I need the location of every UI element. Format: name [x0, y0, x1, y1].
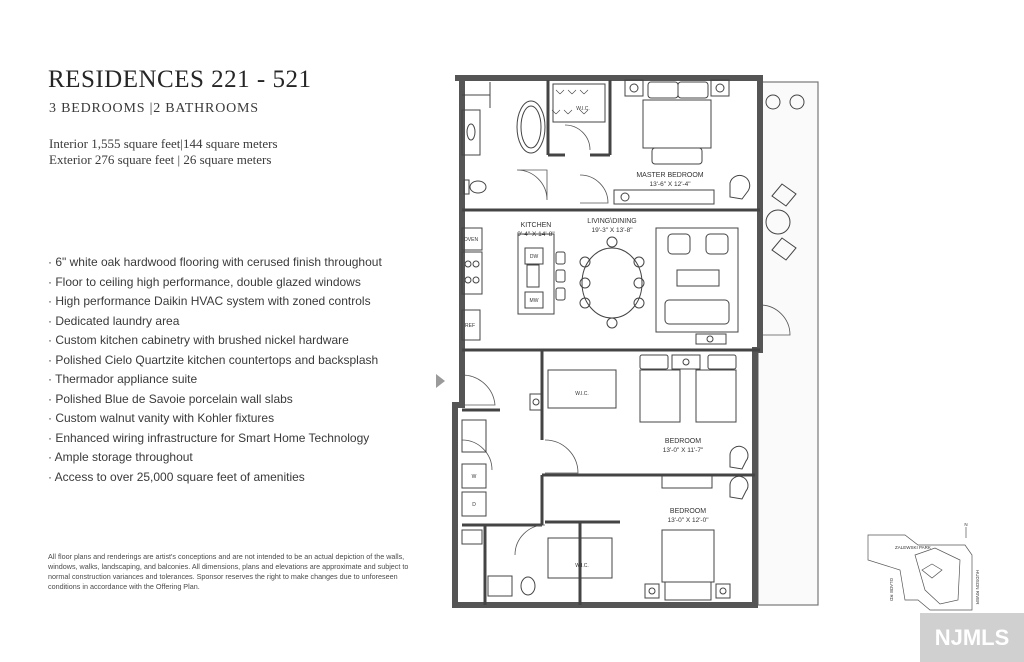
wic-label: W.I.C. — [575, 563, 589, 569]
feature-item: · Floor to ceiling high performance, double glazed windows — [48, 274, 361, 289]
oven-label: OVEN — [463, 237, 479, 243]
dryer-label: D — [472, 502, 476, 508]
feature-item: · Access to over 25,000 square feet of amenities — [48, 469, 305, 484]
north-label: N — [964, 522, 968, 527]
feature-item: · Custom kitchen cabinetry with brushed nickel hardware — [48, 333, 349, 347]
building-outline — [922, 564, 942, 578]
feature-item: · Dedicated laundry area — [48, 313, 180, 328]
wic-label: W.I.C. — [575, 391, 589, 397]
bed-bath-subtitle: 3 BEDROOMS |2 BATHROOMS — [49, 101, 259, 116]
feature-item: · Custom walnut vanity with Kohler fixtures — [48, 411, 275, 425]
floor-plan — [440, 66, 820, 611]
kitchen-dims: 9'-4" X 14'-8" — [517, 231, 555, 238]
master-bedroom-label: MASTER BEDROOM — [636, 172, 704, 179]
site-outline — [915, 548, 960, 604]
ref-label: REF — [465, 323, 475, 329]
master-bedroom-dims: 13'-6" X 12'-4" — [649, 181, 691, 188]
disclaimer-text: All floor plans and renderings are artist's conceptions and are not intended to be an actual depiction of the walls, windows, walks, landscaping, and balconies. All dimensions, plans and elevations are approximate and subject to normal construction variances and tolerances. Sponsor reserves the right to make changes due to unforeseen conditions in accordance with the Offering Plan. — [48, 552, 409, 591]
bedroom-label: BEDROOM — [669, 508, 707, 515]
washer-label: W — [471, 474, 477, 480]
street-label: GLADE RD — [889, 578, 894, 602]
park-label: ZALEWSKI PARK — [895, 545, 931, 550]
info-panel — [48, 0, 438, 662]
dw-label: DW — [529, 254, 539, 260]
exterior-area: Exterior 276 square feet | 26 square meters — [49, 152, 272, 167]
feature-item: · Enhanced wiring infrastructure for Smart Home Technology — [48, 430, 370, 445]
feature-item: · Polished Blue de Savoie porcelain wall slabs — [48, 391, 293, 406]
feature-item: · Polished Cielo Quartzite kitchen countertops and backsplash — [48, 352, 379, 367]
feature-item: · Thermador appliance suite — [48, 372, 198, 386]
mw-label: MW — [529, 298, 539, 304]
location-map — [862, 520, 982, 615]
balcony-outline — [758, 82, 818, 605]
feature-item: · High performance Daikin HVAC system with zoned controls — [48, 294, 371, 308]
living-dining-label: LIVING\DINING — [587, 218, 637, 225]
bedroom-label: BEDROOM — [664, 438, 702, 445]
interior-area: Interior 1,555 square feet|144 square meters — [49, 136, 278, 151]
feature-list — [48, 253, 382, 487]
feature-item: · Ample storage throughout — [48, 450, 193, 464]
living-dining-dims: 19'-3" X 13'-8" — [591, 227, 633, 234]
wic-label: W.I.C. — [576, 106, 590, 112]
feature-item: · 6" white oak hardwood flooring with cerused finish throughout — [48, 255, 382, 269]
kitchen-label: KITCHEN — [520, 222, 552, 229]
residence-title: RESIDENCES 221 - 521 — [48, 66, 312, 93]
bedroom-dims: 13'-0" X 11'-7" — [662, 447, 704, 454]
river-label: HUDSON RIVER — [975, 570, 980, 605]
bedroom-dims: 13'-0" X 12'-0" — [667, 517, 709, 524]
njmls-watermark: NJMLS — [920, 613, 1024, 662]
